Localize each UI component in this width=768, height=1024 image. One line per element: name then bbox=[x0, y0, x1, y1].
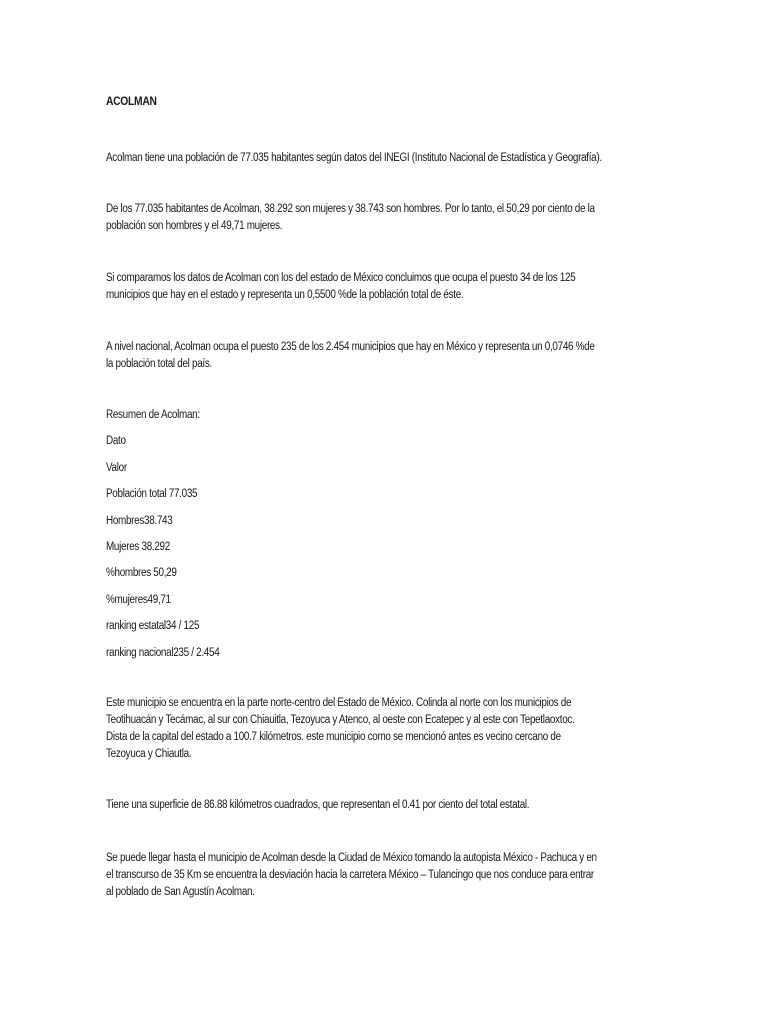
document-title: ACOLMAN bbox=[106, 94, 157, 108]
paragraph-5-line-3: Dista de la capital del estado a 100.7 kilómetros. este municipio como se mencionó antes es vecino cercano de bbox=[106, 731, 561, 743]
summary-row: %hombres 50,29 bbox=[106, 567, 177, 579]
paragraph-7-line-1: Se puede llegar hasta el municipio de Acolman desde la Ciudad de México tomando la autopista México - Pachuca y en bbox=[106, 852, 597, 864]
summary-col-dato: Dato bbox=[106, 435, 126, 447]
paragraph-4-line-2: la población total del país. bbox=[106, 358, 212, 370]
paragraph-3-line-2: municipios que hay en el estado y representa un 0,5500 %de la población total de éste. bbox=[106, 289, 464, 301]
paragraph-5-line-2: Teotihuacán y Tecámac, al sur con Chiauitla, Tezoyuca y Atenco, al oeste con Ecatepec y al este con Tepetlaoxtoc. bbox=[106, 714, 575, 726]
paragraph-7-line-3: al poblado de San Agustín Acolman. bbox=[106, 886, 255, 898]
summary-row: Población total 77.035 bbox=[106, 488, 198, 500]
summary-heading: Resumen de Acolman: bbox=[106, 409, 200, 421]
paragraph-2-line-2: población son hombres y el 49,71 mujeres. bbox=[106, 220, 283, 232]
paragraph-1-line-1: Acolman tiene una población de 77.035 habitantes según datos del INEGI (Instituto Nacional de Estadística y Geografía). bbox=[106, 152, 602, 164]
summary-row: ranking estatal34 / 125 bbox=[106, 620, 200, 632]
paragraph-5-line-4: Tezoyuca y Chiautla. bbox=[106, 748, 192, 760]
paragraph-4-line-1: A nivel nacional, Acolman ocupa el puesto 235 de los 2.454 municipios que hay en México y representa un 0,0746 %de bbox=[106, 341, 595, 353]
summary-col-valor: Valor bbox=[106, 462, 127, 474]
paragraph-3-line-1: Si comparamos los datos de Acolman con los del estado de México concluimos que ocupa el puesto 34 de los 125 bbox=[106, 272, 576, 284]
summary-row: ranking nacional235 / 2.454 bbox=[106, 647, 220, 659]
summary-row: Mujeres 38.292 bbox=[106, 541, 170, 553]
summary-row: Hombres38.743 bbox=[106, 515, 173, 527]
paragraph-5-line-1: Este municipio se encuentra en la parte norte-centro del Estado de México. Colinda al norte con los municipios de bbox=[106, 697, 572, 709]
paragraph-2-line-1: De los 77.035 habitantes de Acolman, 38.292 son mujeres y 38.743 son hombres. Por lo tanto, el 50,29 por ciento de la bbox=[106, 203, 595, 215]
paragraph-6-line-1: Tiene una superficie de 86.88 kilómetros cuadrados, que representan el 0.41 por ciento del total estatal. bbox=[106, 799, 530, 811]
paragraph-7-line-2: el transcurso de 35 Km se encuentra la desviación hacia la carretera México – Tulancingo que nos conduce para entrar bbox=[106, 869, 594, 881]
summary-row: %mujeres49,71 bbox=[106, 594, 171, 606]
